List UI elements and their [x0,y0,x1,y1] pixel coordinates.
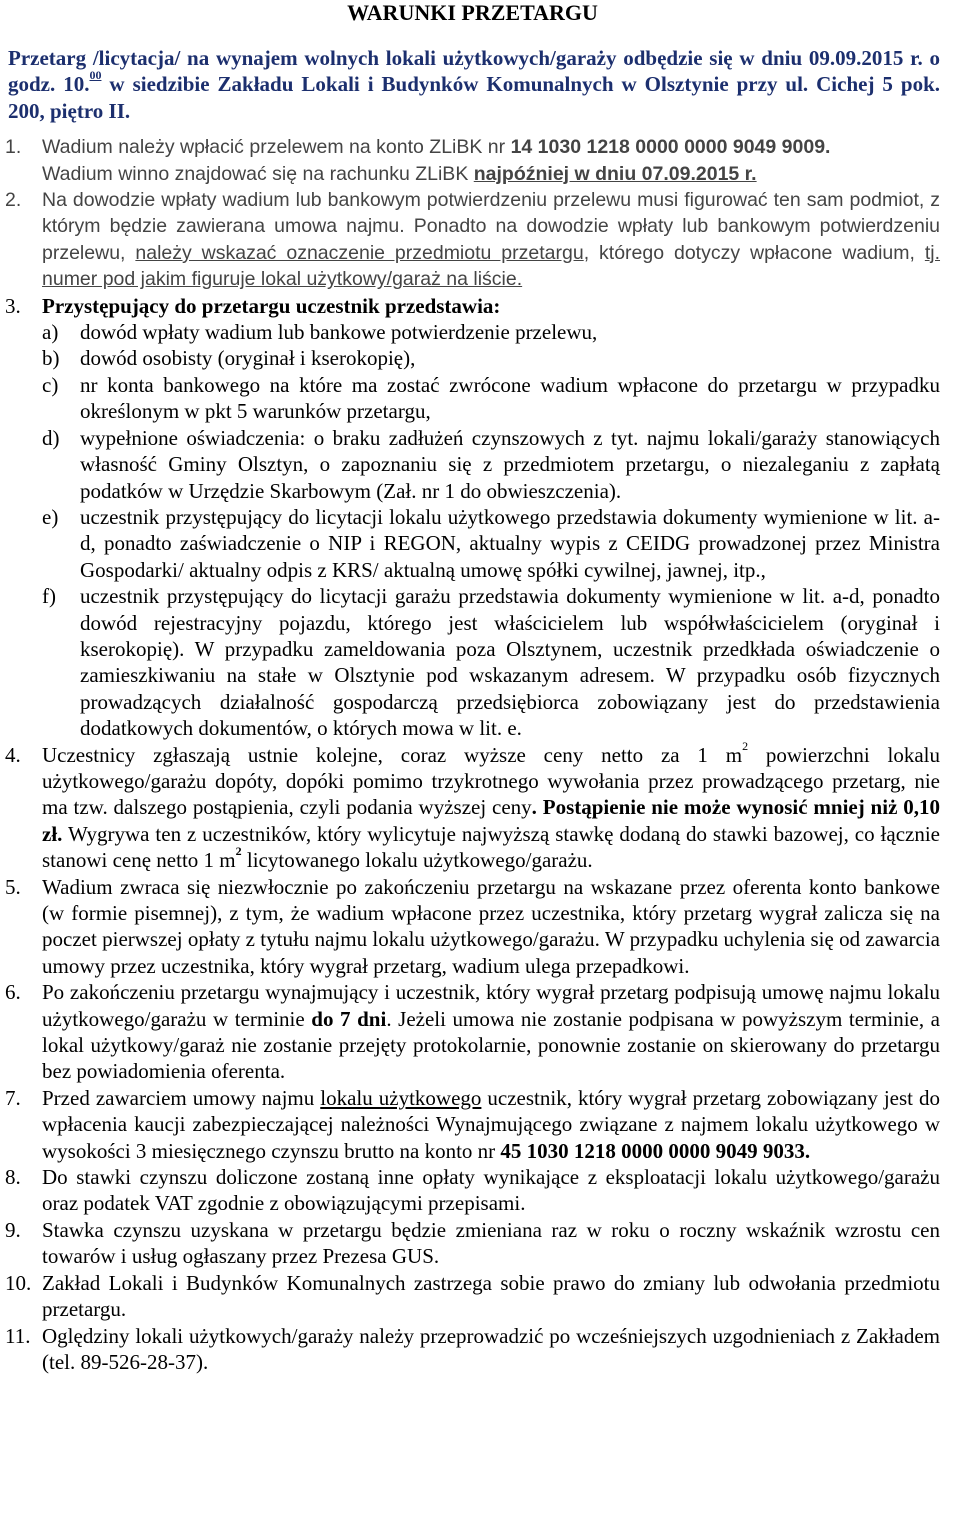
condition-item-1 [5,134,940,187]
item-text: Zakład Lokali i Budynków Komunalnych zastrzega sobie prawo do zmiany lub odwołania przedmiotu przetargu. [42,1270,940,1322]
item-text: Stawka czynszu uzyskana w przetargu będzie zmieniana raz w roku o roczny wskaźnik wzrostu cen towarów i usług ogłaszany przez Prezesa GUS. [42,1217,940,1269]
item-number: 10. [5,1270,32,1295]
item-text: Do stawki czynszu doliczone zostaną inne opłaty wynikające z eksploatacji lokalu użytkowego/garażu oraz podatek VAT zgodnie z obowiązującymi przepisami. [42,1165,940,1216]
item-number: 9. [5,1217,21,1242]
sub-text: uczestnik przystępujący do licytacji garażu przedstawia dokumenty wymienione w lit. a-d, ponadto dowód rejestracyjny pojazdu, którego jest właścicielem lub współwłaścicielem (oryginał i kserokopię). W przypadku zameldowania poza Olsztynem, uczestnik przedkłada oświadczenie o zamieszkiwaniu na stałe w Olsztynie pod wskazanym adresem. W przypadku osób fizycznych prowadzących działalność gospodarczą przedsiębiorca zobowiązany jest do przedstawienia dodatkowych dokumentów, o których mowa w lit. e. [80,584,940,741]
sub-item-d [5,425,940,504]
conditions-list-continued [5,738,941,1376]
sub-text: uczestnik przystępujący do licytacji lokalu użytkowego przedstawia dokumenty wymienione w lit. a-d, ponadto zaświadczenie o NIP i REGON, aktualny wypis z CEIDG prowadzonej przez Ministra Gospodarki/ aktualny odpis z KRS/ aktualną umowę spółki cywilnej, jawnej, itp., [80,504,940,582]
sub-item-a [5,319,940,345]
underlined-text: należy wskazać oznaczenie przedmiotu przetargu [135,241,584,264]
condition-item-10 [5,1270,940,1323]
item-heading: Przystępujący do przetargu uczestnik przedstawia: [42,293,501,318]
sub-text: wypełnione oświadczenia: o braku zadłużeń czynszowych z tyt. najmu lokali/garaży stanowiących własność Gminy Olsztyn, o zapoznaniu się z przedmiotem przetargu, o niezaleganiu z zapłatą podatków w Urzędzie Skarbowym (Zał. nr 1 do obwieszczenia). [80,425,940,503]
deposit-account-number: 45 1030 1218 0000 0000 9049 9033. [500,1138,811,1163]
sub-label: d) [42,425,60,450]
condition-item-6 [5,979,940,1085]
item-number: 4. [5,742,21,767]
intro-paragraph [5,45,940,124]
square-superscript: 2 [235,844,242,859]
item-text: Na dowodzie wpłaty wadium lub bankowym potwierdzeniu przelewu musi figurować ten sam podmiot, z którym będzie zawierana umowa najmu. [42,189,940,238]
item-text: Ponadto na dowodzie wpłaty lub bankowym potwierdzeniu przelewu, [42,215,941,264]
item-text: Wygrywa ten z uczestników, który wylicytuje najwyższą stawkę dodaną do stawki bazowej, co łącznie stanowi cenę netto 1 m [42,821,940,873]
underlined-text: lokalu użytkowego [320,1085,482,1110]
min-bid-note: . Postąpienie nie może wynosić mniej niż 0,10 zł. [42,795,940,846]
intro-time-superscript: 00 [89,68,102,83]
condition-item-11 [5,1323,940,1376]
item-number: 8. [5,1165,21,1190]
sub-item-b [5,345,940,371]
condition-item-5 [5,874,940,980]
deadline: najpóźniej w dniu 07.09.2015 r. [473,162,757,185]
item-text: , którego dotyczy wpłacone wadium, [583,241,925,264]
sub-item-e [5,504,940,583]
intro-text-2: w siedzibie Zakładu Lokali i Budynków Komunalnych w Olsztynie przy ul. Cichej 5 pok. 200, piętro II. [8,72,940,123]
item-text: Uczestnicy zgłaszają ustnie kolejne, coraz wyższe ceny netto za 1 m [42,742,743,767]
item-text: powierzchni lokalu użytkowego/garażu dopóty, dopóki pomimo trzykrotnego wywołania przez prowadzącego przetarg, nie ma tzw. dalszego postąpienia, czyli podania wyższej ceny [42,742,941,820]
condition-item-7 [5,1085,940,1164]
sub-label: e) [42,504,59,529]
condition-item-4 [5,738,941,874]
sub-label: f) [42,584,56,609]
participant-documents-list [5,319,940,742]
sub-text: dowód wpłaty wadium lub bankowe potwierdzenie przelewu, [80,320,598,345]
item-number: 11. [5,1323,31,1348]
intro-text-1: Przetarg /licytacja/ na wynajem wolnych lokali użytkowych/garaży odbędzie się w dniu 09.09.2015 r. o godz. 10. [8,46,940,97]
item-number: 7. [5,1085,21,1110]
sub-label: c) [42,372,59,397]
sub-text: nr konta bankowego na które ma zostać zwrócone wadium wpłacone do przetargu w przypadku określonym w pkt 5 warunków przetargu, [80,372,940,424]
sub-label: b) [42,346,60,371]
item-text: Wadium należy wpłacić przelewem na konto ZLiBK nr [42,136,511,159]
condition-item-8 [5,1164,940,1217]
account-number: 14 1030 1218 0000 0000 9049 9009. [510,136,831,159]
item-number: 3. [5,293,21,318]
item-text: . Jeżeli umowa nie zostanie podpisana w powyższym terminie, a lokal użytkowy/garaż nie zostanie przejęty protokolarnie, ponownie zostanie on skierowany do przetargu bez powiadomienia oferenta. [42,1006,940,1084]
item-text: Po zakończeniu przetargu wynajmujący i uczestnik, który wygrał przetarg podpisują umowę najmu lokalu użytkowego/garażu w terminie [42,980,940,1031]
condition-item-2 [5,187,940,293]
square-superscript: 2 [742,738,749,753]
condition-item-9 [5,1217,940,1270]
condition-item-3 [5,293,940,319]
item-number: 1. [5,136,22,159]
underlined-text: tj. numer pod jakim figuruje lokal użytkowy/garaż na liście. [42,241,941,291]
sub-item-c [5,372,940,425]
document-title: WARUNKI PRZETARGU [347,0,598,25]
item-text: uczestnik, który wygrał przetarg zobowiązany jest do wpłacenia kaucji zabezpieczającej należności Wynajmującego związane z najmem lokalu użytkowego w wysokości 3 miesięcznego czynszu brutto na konto nr [42,1085,940,1163]
item-number: 5. [5,874,21,899]
item-text: Wadium winno znajdować się na rachunku ZLiBK [42,162,474,185]
item-text: Przed zawarciem umowy najmu [42,1085,321,1110]
deadline-days: do 7 dni [311,1006,387,1031]
item-text: Oględziny lokali użytkowych/garaży należy przeprowadzić po wcześniejszych uzgodnieniach z Zakładem (tel. 89-526-28-37). [42,1323,940,1374]
item-number: 2. [5,189,22,212]
item-number: 6. [5,980,21,1005]
sub-label: a) [42,320,59,345]
conditions-list [5,134,940,319]
item-text: licytowanego lokalu użytkowego/garażu. [241,848,593,873]
sub-text: dowód osobisty (oryginał i kserokopię), [80,346,416,371]
sub-item-f [5,583,940,741]
item-text: Wadium zwraca się niezwłocznie po zakończeniu przetargu na wskazane przez oferenta konto bankowe (w formie pisemnej), z tym, że wadium wpłacone przez uczestnika, który przetarg wygrał zalicza się na poczet pierwszej opłaty z tytułu najmu lokalu użytkowego/garażu. W przypadku uchylenia się od zawarcia umowy przez uczestnika, który wygrał przetarg, wadium ulega przepadkowi. [42,874,940,978]
